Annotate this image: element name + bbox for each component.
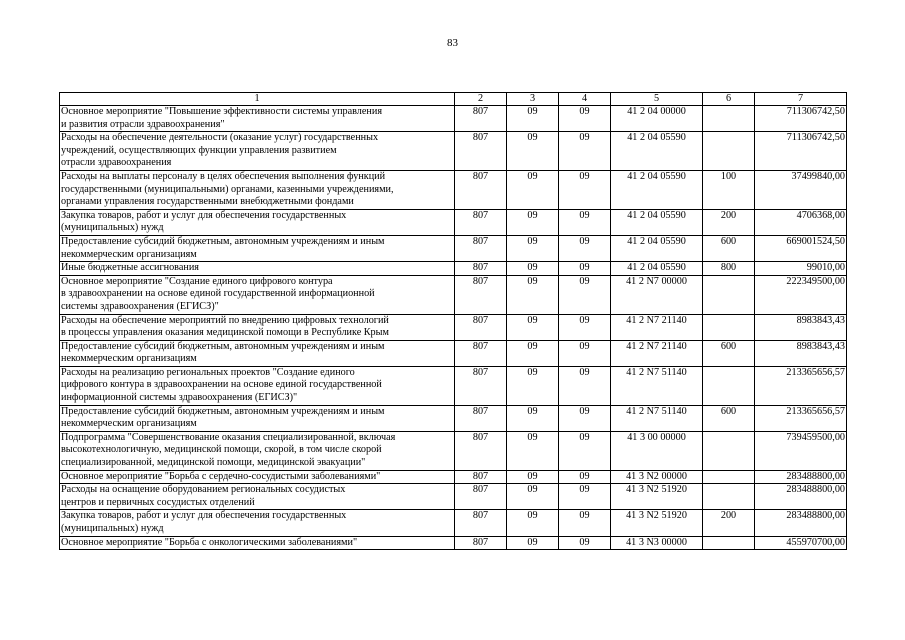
row-description-line: (муниципальных) нужд <box>61 523 164 534</box>
table-row <box>60 510 847 536</box>
row-description <box>60 132 455 171</box>
row-description-line: государственными (муниципальными) органами, казенными учреждениями, <box>61 183 394 195</box>
row-description-line: Закупка товаров, работ и услуг для обеспечения государственных <box>61 510 347 522</box>
table-row <box>60 405 847 431</box>
row-description-line: Иные бюджетные ассигнования <box>61 262 199 274</box>
row-description <box>60 314 455 340</box>
cell-target-article: 41 2 04 00000 <box>611 106 703 132</box>
cell-target-article: 41 3 N2 00000 <box>611 470 703 484</box>
cell-subsection: 09 <box>559 510 611 536</box>
cell-target-article: 41 2 N7 21140 <box>611 340 703 366</box>
cell-target-article: 41 2 04 05590 <box>611 235 703 261</box>
cell-section: 09 <box>507 209 559 235</box>
row-description-line: Основное мероприятие "Борьба с сердечно-сосудистыми заболеваниями" <box>61 470 381 482</box>
cell-subsection: 09 <box>559 314 611 340</box>
row-description-line: органами управления государственными внебюджетными фондами <box>61 196 354 208</box>
table-row <box>60 366 847 405</box>
cell-amount: 4706368,00 <box>755 209 847 235</box>
row-description-line: Расходы на оснащение оборудованием региональных сосудистых <box>61 484 346 496</box>
row-description-line: Предоставление субсидий бюджетным, автономным учреждениям и иным <box>61 405 385 417</box>
table-row <box>60 209 847 235</box>
row-description-line: системы здравоохранения (ЕГИСЗ)" <box>61 300 219 312</box>
table-header-row <box>60 93 847 106</box>
cell-amount: 669001524,50 <box>755 235 847 261</box>
cell-expense-type: 600 <box>703 340 755 366</box>
cell-expense-type <box>703 484 755 510</box>
row-description-line: цифрового контура в здравоохранении на основе единой государственной <box>61 379 382 391</box>
cell-ministry-code: 807 <box>455 340 507 366</box>
table-row <box>60 275 847 314</box>
row-description-line: (муниципальных) нужд <box>61 222 164 234</box>
row-description-line: Расходы на обеспечение деятельности (оказание услуг) государственных <box>61 132 379 144</box>
table-row <box>60 314 847 340</box>
cell-subsection: 09 <box>559 132 611 171</box>
cell-section: 09 <box>507 314 559 340</box>
cell-section: 09 <box>507 484 559 510</box>
cell-expense-type <box>703 106 755 132</box>
cell-subsection: 09 <box>559 170 611 209</box>
row-description-line: Предоставление субсидий бюджетным, автономным учреждениям и иным <box>61 235 385 247</box>
table-row <box>60 235 847 261</box>
row-description-line: и развития отрасли здравоохранения" <box>61 118 225 130</box>
cell-target-article: 41 2 N7 00000 <box>611 275 703 314</box>
cell-ministry-code: 807 <box>455 132 507 171</box>
cell-section: 09 <box>507 510 559 536</box>
column-header-7: 7 <box>755 93 847 106</box>
budget-table <box>59 92 847 550</box>
cell-ministry-code: 807 <box>455 431 507 470</box>
row-description-line: Основное мероприятие "Создание единого цифрового контура <box>61 275 333 287</box>
cell-expense-type <box>703 431 755 470</box>
column-header-1: 1 <box>60 93 455 106</box>
row-description-line: учреждений, осуществляющих функции управления развитием <box>61 144 337 156</box>
table-row <box>60 340 847 366</box>
row-description <box>60 431 455 470</box>
table-body <box>60 106 847 550</box>
column-header-5: 5 <box>611 93 703 106</box>
cell-target-article: 41 3 N2 51920 <box>611 484 703 510</box>
cell-target-article: 41 2 04 05590 <box>611 262 703 276</box>
cell-expense-type: 600 <box>703 405 755 431</box>
row-description <box>60 209 455 235</box>
cell-target-article: 41 2 04 05590 <box>611 209 703 235</box>
cell-target-article: 41 2 N7 21140 <box>611 314 703 340</box>
row-description-line: Закупка товаров, работ и услуг для обеспечения государственных <box>61 209 347 221</box>
cell-section: 09 <box>507 470 559 484</box>
cell-expense-type: 800 <box>703 262 755 276</box>
cell-section: 09 <box>507 262 559 276</box>
row-description-line: в здравоохранении на основе единой государственной информационной <box>61 288 375 300</box>
cell-ministry-code: 807 <box>455 484 507 510</box>
cell-target-article: 41 3 N2 51920 <box>611 510 703 536</box>
cell-amount: 283488800,00 <box>755 510 847 536</box>
cell-amount: 711306742,50 <box>755 132 847 171</box>
cell-ministry-code: 807 <box>455 209 507 235</box>
row-description-line: Расходы на выплаты персоналу в целях обеспечения выполнения функций <box>61 170 386 182</box>
cell-ministry-code: 807 <box>455 262 507 276</box>
row-description-line: Основное мероприятие "Повышение эффективности системы управления <box>61 106 383 117</box>
cell-subsection: 09 <box>559 470 611 484</box>
cell-section: 09 <box>507 536 559 550</box>
cell-subsection: 09 <box>559 262 611 276</box>
cell-expense-type: 200 <box>703 510 755 536</box>
row-description <box>60 366 455 405</box>
table-row <box>60 484 847 510</box>
cell-expense-type <box>703 314 755 340</box>
row-description-line: Расходы на обеспечение мероприятий по внедрению цифровых технологий <box>61 314 389 326</box>
cell-ministry-code: 807 <box>455 235 507 261</box>
cell-target-article: 41 2 N7 51140 <box>611 366 703 405</box>
cell-ministry-code: 807 <box>455 366 507 405</box>
cell-amount: 99010,00 <box>755 262 847 276</box>
cell-expense-type <box>703 470 755 484</box>
cell-section: 09 <box>507 132 559 171</box>
table-row <box>60 431 847 470</box>
column-header-6: 6 <box>703 93 755 106</box>
row-description <box>60 470 455 484</box>
row-description <box>60 484 455 510</box>
cell-subsection: 09 <box>559 340 611 366</box>
cell-subsection: 09 <box>559 484 611 510</box>
cell-section: 09 <box>507 235 559 261</box>
row-description <box>60 510 455 536</box>
cell-expense-type: 600 <box>703 235 755 261</box>
row-description-line: Предоставление субсидий бюджетным, автономным учреждениям и иным <box>61 340 385 352</box>
cell-amount: 213365656,57 <box>755 366 847 405</box>
cell-ministry-code: 807 <box>455 275 507 314</box>
cell-amount: 213365656,57 <box>755 405 847 431</box>
table-row <box>60 536 847 550</box>
row-description <box>60 170 455 209</box>
row-description-line: некоммерческим организациям <box>61 353 197 365</box>
cell-ministry-code: 807 <box>455 170 507 209</box>
cell-subsection: 09 <box>559 235 611 261</box>
column-header-4: 4 <box>559 93 611 106</box>
cell-ministry-code: 807 <box>455 510 507 536</box>
cell-amount: 283488800,00 <box>755 484 847 510</box>
cell-amount: 8983843,43 <box>755 340 847 366</box>
row-description-line: Расходы на реализацию региональных проектов "Создание единого <box>61 366 355 378</box>
row-description <box>60 106 455 132</box>
table-row <box>60 106 847 132</box>
cell-subsection: 09 <box>559 106 611 132</box>
cell-expense-type: 100 <box>703 170 755 209</box>
cell-ministry-code: 807 <box>455 106 507 132</box>
row-description-line: высокотехнологичную, медицинской помощи, скорой, в том числе скорой <box>61 444 382 456</box>
table-row <box>60 470 847 484</box>
cell-subsection: 09 <box>559 536 611 550</box>
cell-target-article: 41 3 N3 00000 <box>611 536 703 550</box>
cell-amount: 455970700,00 <box>755 536 847 550</box>
cell-section: 09 <box>507 340 559 366</box>
cell-amount: 711306742,50 <box>755 106 847 132</box>
cell-subsection: 09 <box>559 405 611 431</box>
table-row <box>60 262 847 276</box>
cell-amount: 222349500,00 <box>755 275 847 314</box>
page-number: 83 <box>447 37 458 49</box>
table-row <box>60 132 847 171</box>
cell-target-article: 41 2 04 05590 <box>611 132 703 171</box>
cell-expense-type: 200 <box>703 209 755 235</box>
cell-subsection: 09 <box>559 209 611 235</box>
cell-subsection: 09 <box>559 275 611 314</box>
cell-ministry-code: 807 <box>455 314 507 340</box>
row-description-line: информационной системы здравоохранения (ЕГИСЗ)" <box>61 392 298 404</box>
cell-ministry-code: 807 <box>455 536 507 550</box>
cell-target-article: 41 3 00 00000 <box>611 431 703 470</box>
column-header-3: 3 <box>507 93 559 106</box>
row-description-line: в процессы управления оказания медицинской помощи в Республике Крым <box>61 327 389 339</box>
cell-section: 09 <box>507 431 559 470</box>
cell-ministry-code: 807 <box>455 470 507 484</box>
cell-expense-type <box>703 536 755 550</box>
cell-section: 09 <box>507 366 559 405</box>
row-description <box>60 405 455 431</box>
row-description <box>60 262 455 276</box>
cell-subsection: 09 <box>559 366 611 405</box>
row-description-line: специализированной, медицинской помощи, медицинской эвакуации" <box>61 457 366 469</box>
cell-target-article: 41 2 N7 51140 <box>611 405 703 431</box>
row-description <box>60 275 455 314</box>
cell-expense-type <box>703 132 755 171</box>
cell-section: 09 <box>507 170 559 209</box>
row-description-line: Подпрограмма "Совершенствование оказания специализированной, включая <box>61 431 396 443</box>
table-row <box>60 170 847 209</box>
row-description-line: некоммерческим организациям <box>61 248 197 260</box>
cell-amount: 739459500,00 <box>755 431 847 470</box>
row-description <box>60 235 455 261</box>
cell-expense-type <box>703 366 755 405</box>
cell-section: 09 <box>507 275 559 314</box>
row-description-line: некоммерческим организациям <box>61 418 197 430</box>
row-description-line: отрасли здравоохранения <box>61 157 172 169</box>
row-description-line: Основное мероприятие "Борьба с онкологическими заболеваниями" <box>61 536 358 548</box>
cell-ministry-code: 807 <box>455 405 507 431</box>
cell-amount: 8983843,43 <box>755 314 847 340</box>
row-description <box>60 340 455 366</box>
cell-expense-type <box>703 275 755 314</box>
column-header-2: 2 <box>455 93 507 106</box>
cell-target-article: 41 2 04 05590 <box>611 170 703 209</box>
row-description <box>60 536 455 550</box>
cell-subsection: 09 <box>559 431 611 470</box>
cell-section: 09 <box>507 106 559 132</box>
cell-amount: 37499840,00 <box>755 170 847 209</box>
row-description-line: центров и первичных сосудистых отделений <box>61 496 255 508</box>
cell-section: 09 <box>507 405 559 431</box>
cell-amount: 283488800,00 <box>755 470 847 484</box>
